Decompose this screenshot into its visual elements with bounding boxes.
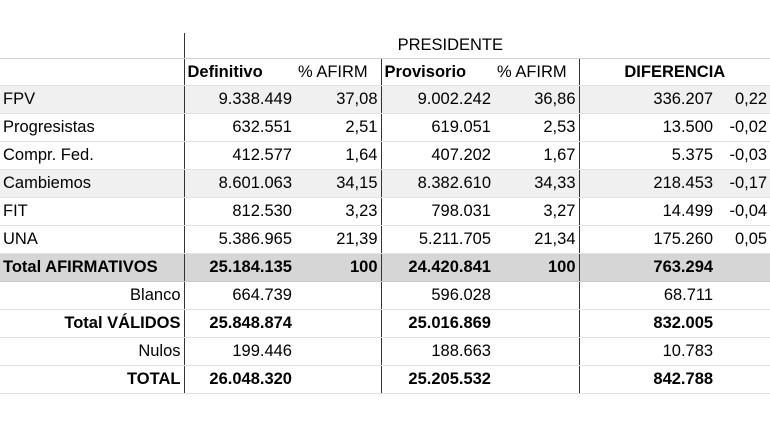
- diferencia-pct-value: -0,02: [716, 114, 770, 142]
- col-header-afirm-definitivo: % AFIRM: [295, 59, 381, 86]
- definitivo-value: 25.184.135: [184, 254, 295, 282]
- pct-provisorio-value: 100: [494, 254, 579, 282]
- table-row: [0, 142, 770, 170]
- section-title-row: [0, 33, 770, 59]
- total-afirmativos-label: Total AFIRMATIVOS: [0, 254, 184, 282]
- blank-cell: [0, 33, 184, 59]
- diferencia-pct-value: -0,17: [716, 170, 770, 198]
- nulos-row: [0, 338, 770, 366]
- provisorio-value: 188.663: [381, 338, 494, 366]
- pct-definitivo-value: 3,23: [295, 198, 381, 226]
- blank-cell: [494, 366, 579, 394]
- party-name: Cambiemos: [0, 170, 184, 198]
- diferencia-value: 5.375: [579, 142, 716, 170]
- diferencia-value: 175.260: [579, 226, 716, 254]
- diferencia-pct-value: 0,22: [716, 86, 770, 114]
- blank-cell: [716, 366, 770, 394]
- section-title: PRESIDENTE: [184, 33, 716, 59]
- party-name: FPV: [0, 86, 184, 114]
- pct-definitivo-value: 21,39: [295, 226, 381, 254]
- table-row: [0, 86, 770, 114]
- blank-cell: [716, 33, 770, 59]
- blank-cell: [716, 282, 770, 310]
- diferencia-pct-value: -0,04: [716, 198, 770, 226]
- diferencia-value: 10.783: [579, 338, 716, 366]
- pct-provisorio-value: 36,86: [494, 86, 579, 114]
- total-label: TOTAL: [0, 366, 184, 394]
- definitivo-value: 664.739: [184, 282, 295, 310]
- blank-cell: [716, 254, 770, 282]
- provisorio-value: 798.031: [381, 198, 494, 226]
- party-name: FIT: [0, 198, 184, 226]
- party-name: Compr. Fed.: [0, 142, 184, 170]
- definitivo-value: 9.338.449: [184, 86, 295, 114]
- results-table: [0, 33, 770, 394]
- definitivo-value: 25.848.874: [184, 310, 295, 338]
- provisorio-value: 8.382.610: [381, 170, 494, 198]
- table-row: [0, 170, 770, 198]
- definitivo-value: 26.048.320: [184, 366, 295, 394]
- diferencia-value: 842.788: [579, 366, 716, 394]
- table-row: [0, 198, 770, 226]
- provisorio-value: 24.420.841: [381, 254, 494, 282]
- blanco-label: Blanco: [0, 282, 184, 310]
- diferencia-pct-value: 0,05: [716, 226, 770, 254]
- total-validos-label: Total VÁLIDOS: [0, 310, 184, 338]
- blanco-row: [0, 282, 770, 310]
- blank-cell: [0, 59, 184, 86]
- pct-provisorio-value: 3,27: [494, 198, 579, 226]
- col-header-diferencia: DIFERENCIA: [579, 59, 770, 86]
- results-spreadsheet: [0, 33, 770, 394]
- col-header-afirm-provisorio: % AFIRM: [494, 59, 579, 86]
- diferencia-pct-value: -0,03: [716, 142, 770, 170]
- party-name: Progresistas: [0, 114, 184, 142]
- blank-cell: [494, 338, 579, 366]
- diferencia-value: 13.500: [579, 114, 716, 142]
- definitivo-value: 412.577: [184, 142, 295, 170]
- table-row: [0, 226, 770, 254]
- blank-cell: [295, 282, 381, 310]
- provisorio-value: 25.205.532: [381, 366, 494, 394]
- diferencia-value: 832.005: [579, 310, 716, 338]
- col-header-definitivo: Definitivo: [184, 59, 295, 86]
- definitivo-value: 632.551: [184, 114, 295, 142]
- total-validos-row: [0, 310, 770, 338]
- definitivo-value: 8.601.063: [184, 170, 295, 198]
- col-header-provisorio: Provisorio: [381, 59, 494, 86]
- pct-provisorio-value: 21,34: [494, 226, 579, 254]
- table-row: [0, 114, 770, 142]
- blank-cell: [494, 310, 579, 338]
- total-row: [0, 366, 770, 394]
- diferencia-value: 68.711: [579, 282, 716, 310]
- blank-cell: [716, 338, 770, 366]
- blank-cell: [494, 282, 579, 310]
- blank-cell: [295, 366, 381, 394]
- provisorio-value: 619.051: [381, 114, 494, 142]
- header-row: [0, 59, 770, 86]
- pct-provisorio-value: 1,67: [494, 142, 579, 170]
- pct-definitivo-value: 1,64: [295, 142, 381, 170]
- pct-definitivo-value: 37,08: [295, 86, 381, 114]
- provisorio-value: 5.211.705: [381, 226, 494, 254]
- blank-cell: [295, 310, 381, 338]
- party-name: UNA: [0, 226, 184, 254]
- provisorio-value: 25.016.869: [381, 310, 494, 338]
- nulos-label: Nulos: [0, 338, 184, 366]
- blank-cell: [716, 310, 770, 338]
- provisorio-value: 9.002.242: [381, 86, 494, 114]
- definitivo-value: 199.446: [184, 338, 295, 366]
- pct-definitivo-value: 100: [295, 254, 381, 282]
- definitivo-value: 812.530: [184, 198, 295, 226]
- pct-definitivo-value: 34,15: [295, 170, 381, 198]
- diferencia-value: 763.294: [579, 254, 716, 282]
- provisorio-value: 596.028: [381, 282, 494, 310]
- total-afirmativos-row: [0, 254, 770, 282]
- provisorio-value: 407.202: [381, 142, 494, 170]
- pct-provisorio-value: 2,53: [494, 114, 579, 142]
- pct-provisorio-value: 34,33: [494, 170, 579, 198]
- diferencia-value: 336.207: [579, 86, 716, 114]
- blank-cell: [295, 338, 381, 366]
- diferencia-value: 218.453: [579, 170, 716, 198]
- definitivo-value: 5.386.965: [184, 226, 295, 254]
- diferencia-value: 14.499: [579, 198, 716, 226]
- pct-definitivo-value: 2,51: [295, 114, 381, 142]
